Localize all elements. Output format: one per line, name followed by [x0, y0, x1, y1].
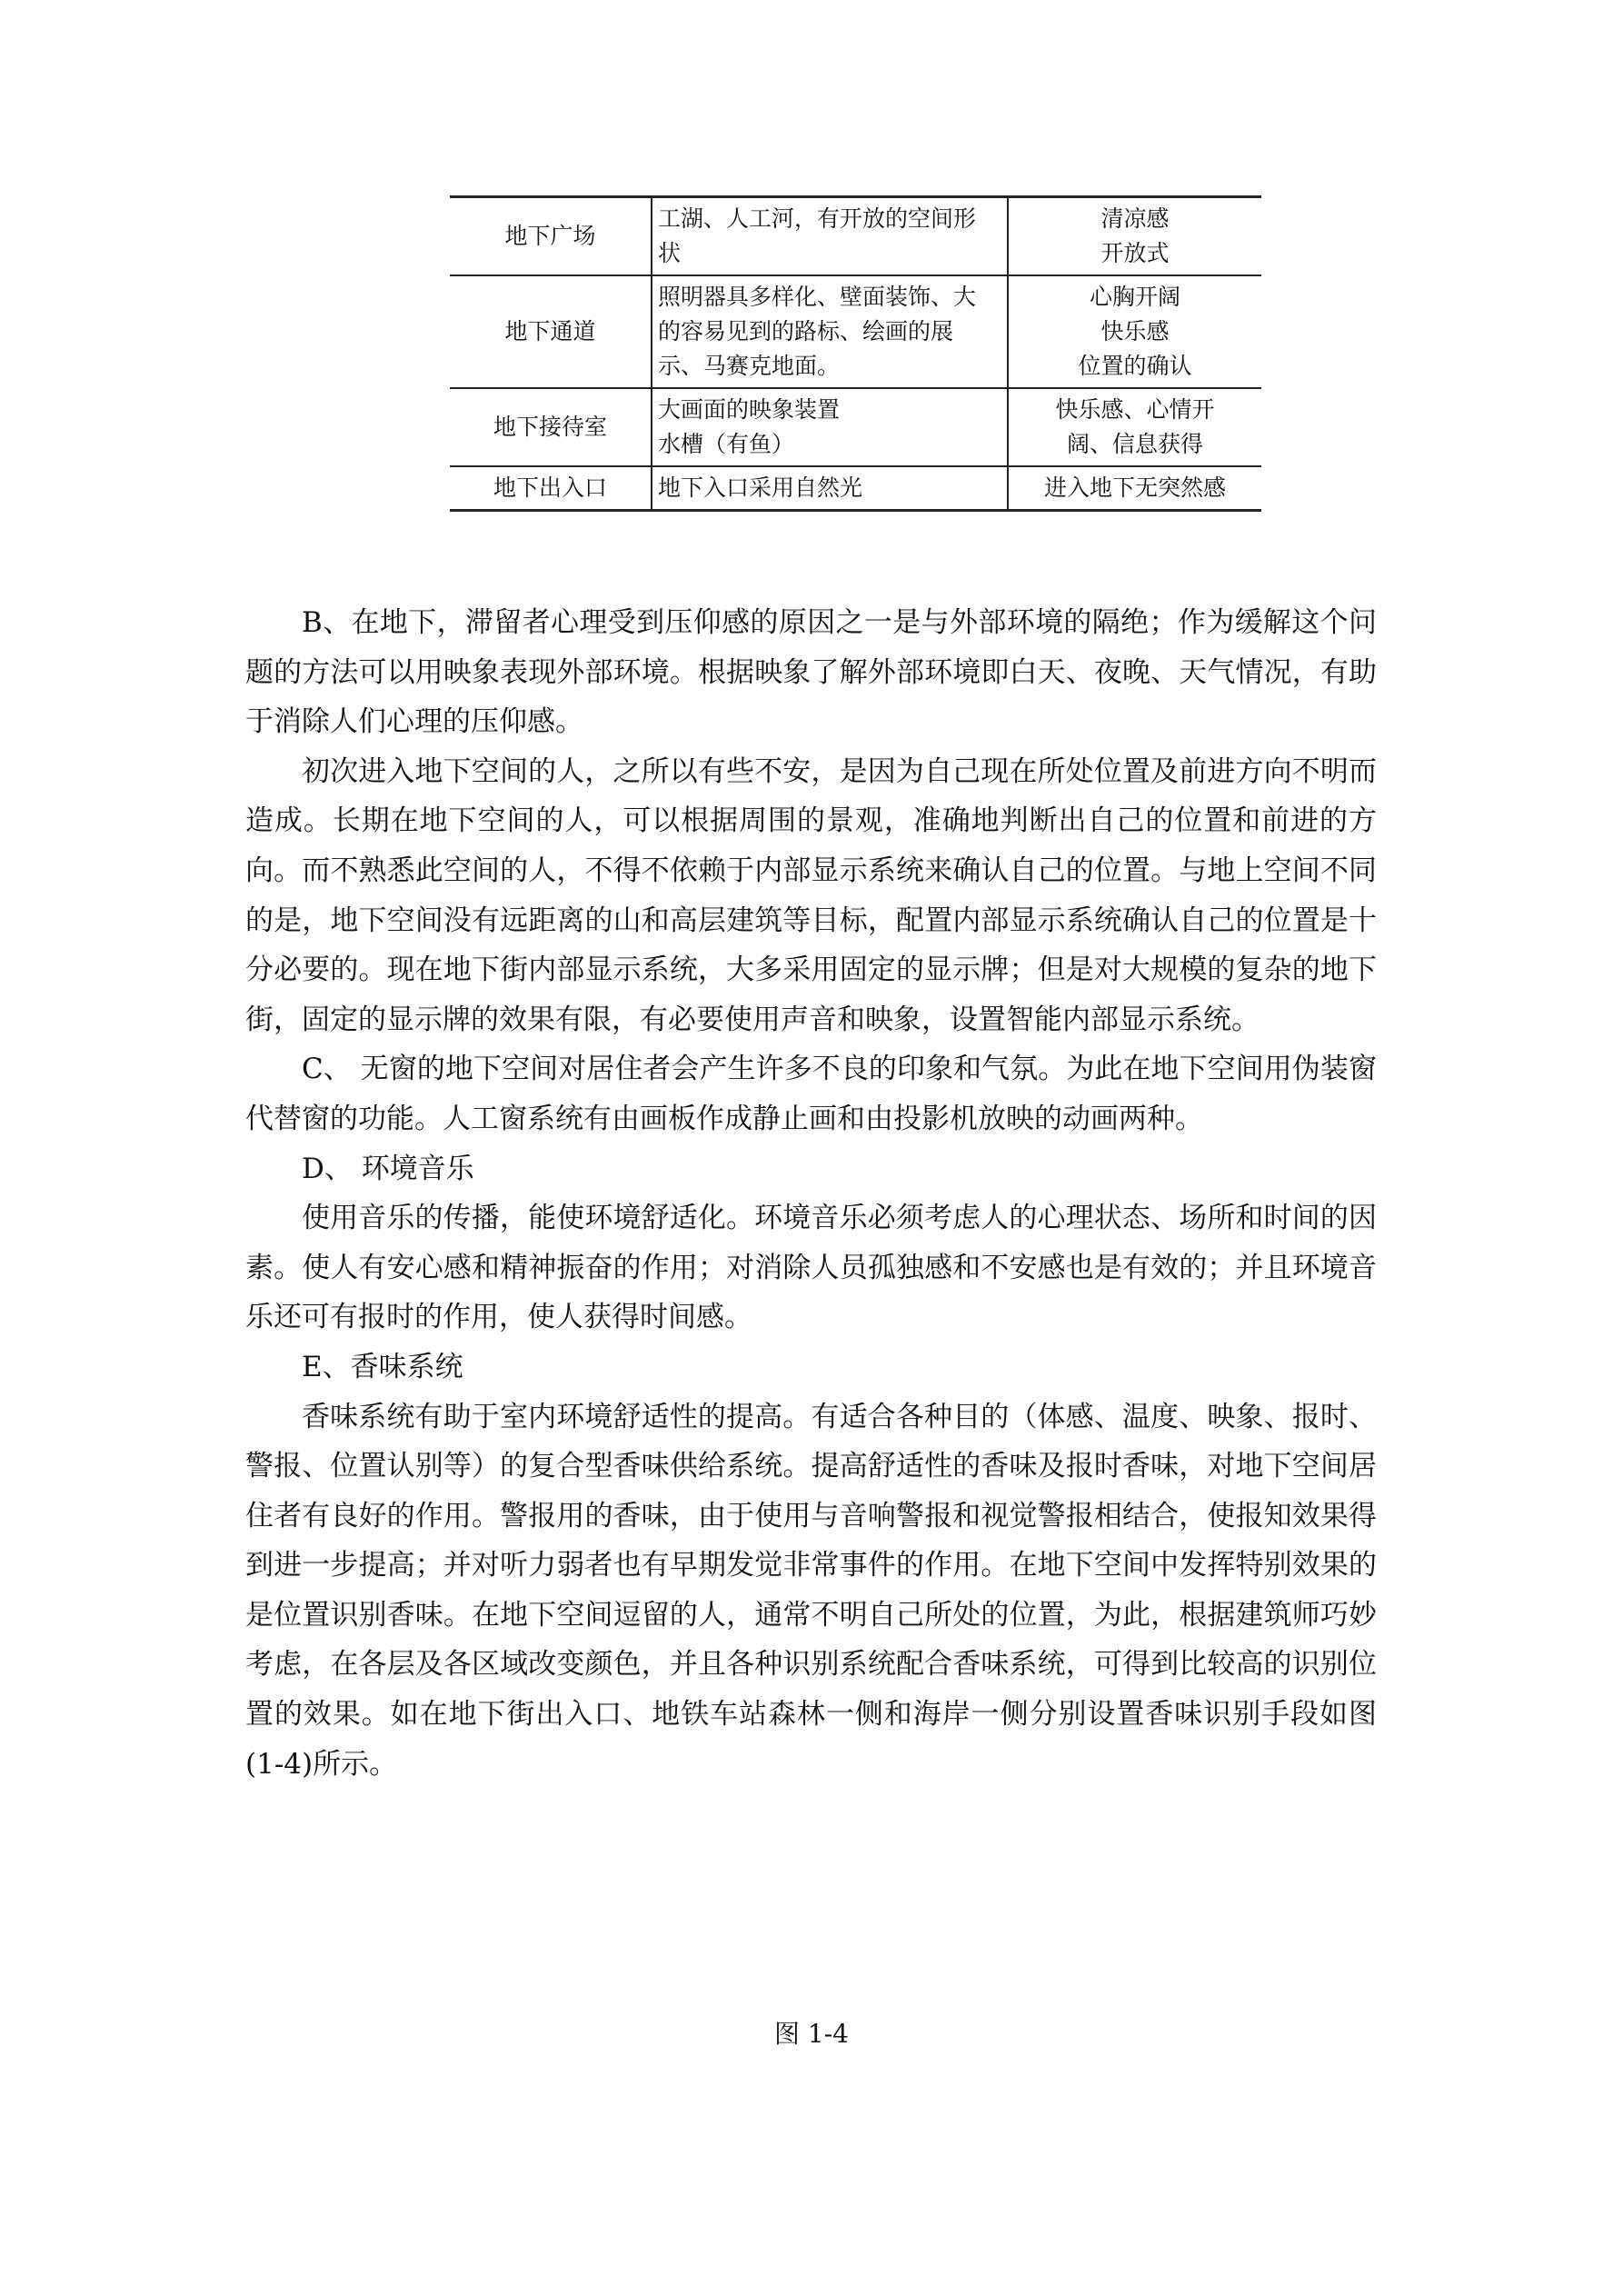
cell-text: 开放式	[1100, 240, 1170, 266]
paragraph-c: C、 无窗的地下空间对居住者会产生许多不良的印象和气氛。为此在地下空间用伪装窗代替窗的功能。人工窗系统有由画板作成静止画和由投影机放映的动画两种。	[245, 1053, 1377, 1135]
feeling-table	[450, 195, 1261, 512]
cell-text: 位置的确认	[1078, 353, 1192, 379]
cell-text: 水槽（有鱼）	[658, 431, 795, 457]
table-cell-place	[450, 466, 652, 511]
paragraph: 初次进入地下空间的人，之所以有些不安，是因为自己现在所处位置及前进方向不明而造成。长期在地下空间的人，可以根据周围的景观，准确地判断出自己的位置和前进的方向。而不熟悉此空间的人，不得不依赖于内部显示系统来确认自己的位置。与地上空间不同的是，地下空间没有远距离的山和高层建筑等目标，配置内部显示系统确认自己的位置是十分必要的。现在地下街内部显示系统，大多采用固定的显示牌；但是对大规模的复杂的地下街，固定的显示牌的效果有限，有必要使用声音和映象，设置智能内部显示系统。	[245, 754, 1377, 1036]
table-cell-feel	[1008, 466, 1261, 511]
feeling-table-container	[450, 195, 1236, 512]
table-cell-place	[450, 197, 652, 276]
paragraph-b: B、在地下，滞留者心理受到压仰感的原因之一是与外部环境的隔绝；作为缓解这个问题的方法可以用映象表现外部环境。根据映象了解外部环境即白天、夜晚、天气情况，有助于消除人们心理的压仰感。	[245, 606, 1377, 739]
body-text	[245, 598, 1377, 1789]
cell-text: 示、马赛克地面。	[658, 353, 841, 379]
table-cell-measure	[652, 466, 1008, 511]
paragraph: 使用音乐的传播，能使环境舒适化。环境音乐必须考虑人的心理状态、场所和时间的因素。使人有安心感和精神振奋的作用；对消除人员孤独感和不安感也是有效的；并且环境音乐还可有报时的作用，使人获得时间感。	[245, 1202, 1377, 1334]
table-row	[450, 275, 1261, 388]
cell-text: 进入地下无突然感	[1043, 474, 1226, 501]
cell-text: 大画面的映象装置	[658, 396, 841, 423]
cell-text: 快乐感、心情开	[1055, 396, 1215, 423]
table-cell-measure	[652, 388, 1008, 466]
cell-text: 地下通道	[504, 318, 596, 344]
table-cell-place	[450, 275, 652, 388]
cell-text: 地下入口采用自然光	[658, 474, 863, 501]
cell-text: 照明器具多样化、壁面装饰、大	[658, 284, 977, 310]
cell-text: 地下出入口	[493, 474, 607, 501]
section-heading-d: D、 环境音乐	[302, 1152, 474, 1185]
figure-caption: 图 1-4	[774, 2019, 849, 2049]
table-cell-feel	[1008, 388, 1261, 466]
table-cell-feel	[1008, 275, 1261, 388]
cell-text: 地下广场	[504, 223, 596, 249]
cell-text: 地下接待室	[493, 414, 607, 440]
cell-text: 阔、信息获得	[1066, 431, 1203, 457]
table-row	[450, 197, 1261, 276]
cell-text: 快乐感	[1100, 318, 1170, 344]
table-row	[450, 388, 1261, 466]
table-cell-place	[450, 388, 652, 466]
paragraph: 香味系统有助于室内环境舒适性的提高。有适合各种目的（体感、温度、映象、报时、警报、位置认别等）的复合型香味供给系统。提高舒适性的香味及报时香味，对地下空间居住者有良好的作用。警报用的香味，由于使用与音响警报和视觉警报相结合，使报知效果得到进一步提高；并对听力弱者也有早期发觉非常事件的作用。在地下空间中发挥特别效果的是位置识别香味。在地下空间逗留的人，通常不明自己所处的位置，为此，根据建筑师巧妙考虑，在各层及各区域改变颜色，并且各种识别系统配合香味系统，可得到比较高的识别位置的效果。如在地下街出入口、地铁车站森林一侧和海岸一侧分别设置香味识别手段如图(1-4)所示。	[245, 1400, 1377, 1781]
table-cell-measure	[652, 197, 1008, 276]
table-cell-feel	[1008, 197, 1261, 276]
cell-text: 清凉感	[1100, 205, 1170, 232]
cell-text: 工湖、人工河，有开放的空间形	[658, 205, 977, 232]
table-cell-measure	[652, 275, 1008, 388]
section-heading-e: E、香味系统	[302, 1350, 463, 1383]
cell-text: 的容易见到的路标、绘画的展	[658, 318, 954, 344]
table-row	[450, 466, 1261, 511]
cell-text: 心胸开阔	[1089, 284, 1180, 310]
cell-text: 状	[658, 240, 682, 266]
